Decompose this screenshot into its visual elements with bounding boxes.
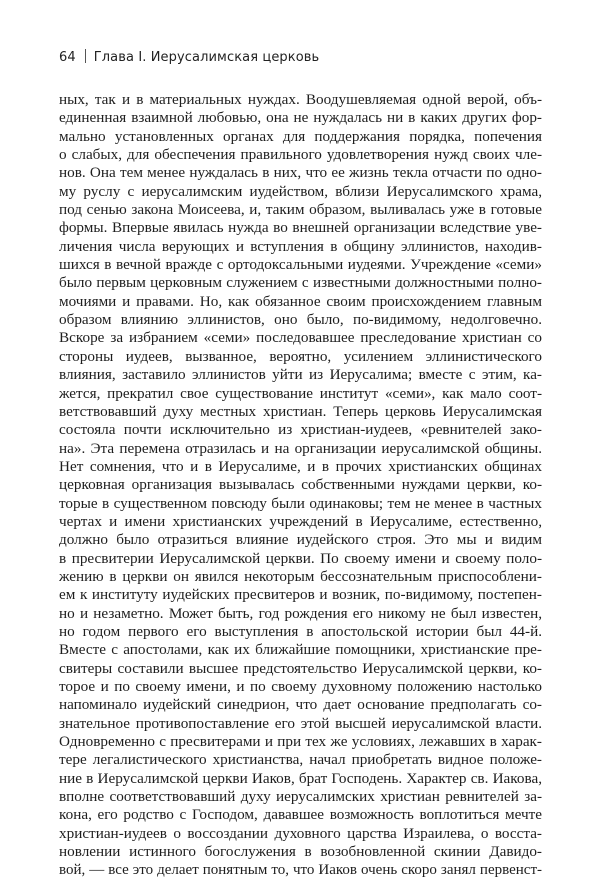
text-line: должно было отразиться влияние иудейского строя. Это мы и видим bbox=[59, 531, 542, 549]
text-line: в пресвитерии Иерусалимской церкви. По своему имени и своему поло- bbox=[59, 549, 542, 567]
header-separator bbox=[85, 49, 86, 63]
text-line: формы. Впервые явилась нужда во внешней организации вследствие уве- bbox=[59, 219, 542, 237]
text-line: о слабых, для обеспечения правильного удовлетворения нужд своих чле- bbox=[59, 146, 542, 164]
text-line: на». Эта перемена отразилась и на организации иерусалимской общины. bbox=[59, 439, 542, 457]
text-line: но и незаметно. Может быть, год рождения его никому не был известен, bbox=[59, 604, 542, 622]
text-line: ние в Иерусалимской церкви Иаков, брат Господень. Характер св. Иакова, bbox=[59, 769, 542, 787]
text-line: личения числа верующих и вступления в общину эллинистов, находив- bbox=[59, 237, 542, 255]
text-line: Одновременно с пресвитерами и при тех же условиях, лежавших в харак- bbox=[59, 733, 542, 751]
text-line: жению в церкви он явился некоторым бессознательным приспособлени- bbox=[59, 567, 542, 585]
text-line: чертах и имени христианских учреждений в Иерусалиме, естественно, bbox=[59, 512, 542, 530]
text-line: жется, прекратил свое существование институт «семи», как мало соот- bbox=[59, 384, 542, 402]
text-line: кона, его родство с Господом, дававшее возможность воплотиться мечте bbox=[59, 806, 542, 824]
text-line: христиан-иудеев о воссоздании духовного царства Израилева, о восста- bbox=[59, 824, 542, 842]
text-line: вой, — все это делает понятным то, что Иаков очень скоро занял первенст- bbox=[59, 862, 542, 879]
text-line: торые в существенном повсюду были одинаковы; тем не менее в частных bbox=[59, 494, 542, 512]
running-head bbox=[59, 49, 319, 66]
text-line: ных, так и в материальных нуждах. Воодушевляемая одной верой, объ- bbox=[59, 91, 542, 108]
text-line: знательное противопоставление его этой высшей иерусалимской власти. bbox=[59, 714, 542, 732]
text-line: мально установленных органах для поддержания порядка, попечения bbox=[59, 127, 542, 145]
text-line: му руслу с иерусалимским иудейством, вблизи Иерусалимского храма, bbox=[59, 182, 542, 200]
chapter-title: Глава I. Иерусалимская церковь bbox=[93, 50, 320, 65]
text-line: влияния, заставило эллинистов уйти из Иерусалима; вместе с этим, ка- bbox=[59, 366, 542, 384]
text-line: Вместе с апостолами, как их ближайшие помощники, христианские пре- bbox=[59, 641, 542, 659]
text-line: ветствовавший духу местных христиан. Теперь церковь Иерусалимская bbox=[59, 402, 542, 420]
text-line: вполне соответствовавший духу иерусалимских христиан ревнителей за- bbox=[59, 788, 542, 806]
text-line: свитеры составили высшее предстоятельство Иерусалимской церкви, ко- bbox=[59, 659, 542, 677]
text-line: торое и по своему имени, и по своему духовному положению настолько bbox=[59, 678, 542, 695]
page-number: 64 bbox=[59, 50, 76, 65]
text-line: нов. Она тем менее нуждалась в них, что ее жизнь текла отчасти по одно- bbox=[59, 164, 542, 182]
text-line: состояла почти исключительно из христиан-иудеев, «ревнителей зако- bbox=[59, 421, 542, 439]
text-line: тере легалистического христианства, начал приобретать видное положе- bbox=[59, 751, 542, 769]
text-line: шихся в вечной вражде с ортодоксальными иудеями. Учреждение «семи» bbox=[59, 256, 542, 274]
text-line: стороны иудеев, вызванное, вероятно, усилением эллинистического bbox=[59, 347, 542, 365]
text-line: ем к институту иудейских пресвитеров и возник, по-видимому, постепен- bbox=[59, 586, 542, 604]
text-line: церковная организация вызывалась собственными нуждами церкви, ко- bbox=[59, 476, 542, 494]
text-line: образом влиянию эллинистов, оно было, по-видимому, недолговечно. bbox=[59, 311, 542, 329]
text-line: мочиями и правами. Но, как обязанное своим происхождением главным bbox=[59, 292, 542, 310]
text-line: Вскоре за избранием «семи» последовавшее преследование христиан со bbox=[59, 329, 542, 347]
text-line: напоминало иудейский синедрион, что дает основание предполагать со- bbox=[59, 696, 542, 714]
text-line: под сенью закона Моисеева, и, таким образом, выливалась уже в готовые bbox=[59, 201, 542, 219]
text-line: новлении истинного богослужения в возобновленной скинии Давидо- bbox=[59, 843, 542, 861]
text-line: но годом первого его выступления в апостольской истории был 44-й. bbox=[59, 622, 542, 640]
body-text bbox=[59, 91, 542, 880]
text-line: Нет сомнения, что и в Иерусалиме, и в прочих христианских общинах bbox=[59, 457, 542, 475]
text-line: было первым церковным служением с известными должностными полно- bbox=[59, 274, 542, 292]
text-line: единенная взаимной любовью, она не нуждалась ни в каких других фор- bbox=[59, 109, 542, 127]
